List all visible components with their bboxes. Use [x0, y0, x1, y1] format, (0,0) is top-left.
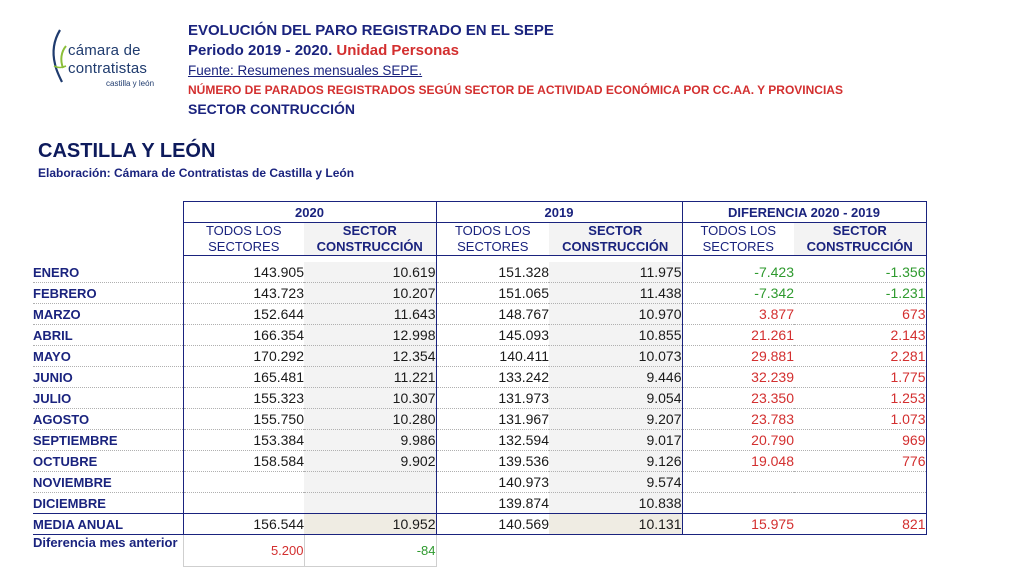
cell-ds: -1.231 [794, 283, 926, 304]
cell-t2020: 170.292 [183, 346, 304, 367]
logo-text-line2: contratistas [68, 60, 148, 77]
report-title: EVOLUCIÓN DEL PARO REGISTRADO EN EL SEPE [188, 22, 554, 39]
row-label: MARZO [33, 304, 183, 325]
row-label: FEBRERO [33, 283, 183, 304]
cell-dt [682, 493, 794, 514]
sector-title: SECTOR CONTRUCCIÓN [188, 101, 355, 117]
media-cell-dt: 15.975 [682, 514, 794, 535]
media-cell-t2020: 156.544 [183, 514, 304, 535]
table-row [33, 388, 926, 409]
cell-t2020: 153.384 [183, 430, 304, 451]
cell-dt: 3.877 [682, 304, 794, 325]
row-label: AGOSTO [33, 409, 183, 430]
media-cell-s2020: 10.952 [304, 514, 436, 535]
table-row [33, 430, 926, 451]
table-row [33, 304, 926, 325]
cell-t2019: 132.594 [436, 430, 549, 451]
table-row [33, 262, 926, 283]
cell-s2020: 10.619 [304, 262, 436, 283]
table-row [33, 472, 926, 493]
cell-s2019: 10.970 [549, 304, 682, 325]
row-label: MAYO [33, 346, 183, 367]
row-label: DICIEMBRE [33, 493, 183, 514]
cell-t2020: 165.481 [183, 367, 304, 388]
table-body [33, 256, 926, 567]
col-header-sector-dif: SECTOR CONSTRUCCIÓN [794, 223, 926, 256]
report-period [188, 42, 459, 59]
diferencia-cell-s2020: -84 [304, 535, 436, 567]
cell-t2020 [183, 493, 304, 514]
cell-ds: -1.356 [794, 262, 926, 283]
data-table [33, 201, 927, 567]
region-title: CASTILLA Y LEÓN [38, 140, 216, 162]
cell-t2019: 131.967 [436, 409, 549, 430]
report-description: NÚMERO DE PARADOS REGISTRADOS SEGÚN SECTOR DE ACTIVIDAD ECONÓMICA POR CC.AA. Y PROVINCIAS [188, 83, 843, 97]
cell-s2020: 11.221 [304, 367, 436, 388]
cell-t2020: 143.723 [183, 283, 304, 304]
elaboration-credit: Elaboración: Cámara de Contratistas de Castilla y León [38, 166, 355, 180]
media-cell-s2019: 10.131 [549, 514, 682, 535]
cell-s2020: 9.902 [304, 451, 436, 472]
cell-s2019: 9.017 [549, 430, 682, 451]
cell-ds: 969 [794, 430, 926, 451]
col-header-sector-2019: SECTOR CONSTRUCCIÓN [549, 223, 682, 256]
table-row [33, 325, 926, 346]
cell-ds: 673 [794, 304, 926, 325]
cell-dt: 32.239 [682, 367, 794, 388]
cell-t2020: 158.584 [183, 451, 304, 472]
row-label: MEDIA ANUAL [33, 514, 183, 535]
cell-dt: 29.881 [682, 346, 794, 367]
cell-s2019: 9.574 [549, 472, 682, 493]
cell-s2019: 9.207 [549, 409, 682, 430]
cell-s2019: 9.446 [549, 367, 682, 388]
cell-t2019: 140.973 [436, 472, 549, 493]
cell-dt: 20.790 [682, 430, 794, 451]
cell-s2020 [304, 472, 436, 493]
col-header-todos-2019: TODOS LOS SECTORES [436, 223, 549, 256]
cell-s2019: 10.073 [549, 346, 682, 367]
media-cell-ds: 821 [794, 514, 926, 535]
source-link[interactable]: Fuente: Resumenes mensuales SEPE. [188, 63, 423, 78]
cell-s2020: 10.280 [304, 409, 436, 430]
row-label: ABRIL [33, 325, 183, 346]
cell-t2019: 140.411 [436, 346, 549, 367]
cell-s2019: 10.838 [549, 493, 682, 514]
media-cell-t2019: 140.569 [436, 514, 549, 535]
cell-s2019: 11.438 [549, 283, 682, 304]
cell-s2020: 9.986 [304, 430, 436, 451]
cell-s2019: 11.975 [549, 262, 682, 283]
cell-ds: 2.281 [794, 346, 926, 367]
col-header-todos-2020: TODOS LOS SECTORES [183, 223, 304, 256]
cell-dt: -7.342 [682, 283, 794, 304]
cell-s2020 [304, 493, 436, 514]
logo-text-line1: cámara de [68, 42, 141, 59]
cell-t2020: 152.644 [183, 304, 304, 325]
cell-ds: 1.073 [794, 409, 926, 430]
row-label: JUNIO [33, 367, 183, 388]
cell-dt: 23.350 [682, 388, 794, 409]
table-row [33, 367, 926, 388]
table-row [33, 283, 926, 304]
cell-t2019: 145.093 [436, 325, 549, 346]
cell-ds [794, 472, 926, 493]
cell-dt: 19.048 [682, 451, 794, 472]
cell-t2019: 139.874 [436, 493, 549, 514]
cell-s2019: 9.126 [549, 451, 682, 472]
row-label: OCTUBRE [33, 451, 183, 472]
media-anual-row [33, 514, 926, 535]
cell-s2020: 11.643 [304, 304, 436, 325]
cell-ds: 1.775 [794, 367, 926, 388]
table-row [33, 451, 926, 472]
cell-t2020: 143.905 [183, 262, 304, 283]
logo [46, 26, 166, 94]
logo-text-line3: castilla y león [106, 79, 155, 88]
diferencia-cell-t2020: 5.200 [183, 535, 304, 567]
col-header-todos-dif: TODOS LOS SECTORES [682, 223, 794, 256]
row-label: ENERO [33, 262, 183, 283]
row-label: JULIO [33, 388, 183, 409]
cell-t2019: 131.973 [436, 388, 549, 409]
cell-ds [794, 493, 926, 514]
cell-s2019: 9.054 [549, 388, 682, 409]
cell-t2020: 155.323 [183, 388, 304, 409]
unit-text: Unidad Personas [336, 42, 459, 59]
table-row [33, 493, 926, 514]
cell-t2019: 151.328 [436, 262, 549, 283]
cell-ds: 1.253 [794, 388, 926, 409]
cell-t2020: 166.354 [183, 325, 304, 346]
row-label: SEPTIEMBRE [33, 430, 183, 451]
cell-t2019: 148.767 [436, 304, 549, 325]
cell-ds: 776 [794, 451, 926, 472]
table-row [33, 409, 926, 430]
group-header-2019: 2019 [436, 202, 682, 223]
cell-t2020: 155.750 [183, 409, 304, 430]
cell-t2020 [183, 472, 304, 493]
cell-s2020: 10.207 [304, 283, 436, 304]
cell-t2019: 139.536 [436, 451, 549, 472]
cell-dt: 21.261 [682, 325, 794, 346]
cell-t2019: 151.065 [436, 283, 549, 304]
cell-t2019: 133.242 [436, 367, 549, 388]
period-text: Periodo 2019 - 2020. [188, 42, 333, 59]
cell-dt: -7.423 [682, 262, 794, 283]
col-header-sector-2020: SECTOR CONSTRUCCIÓN [304, 223, 436, 256]
cell-dt: 23.783 [682, 409, 794, 430]
group-header-diferencia: DIFERENCIA 2020 - 2019 [682, 202, 926, 223]
cell-ds: 2.143 [794, 325, 926, 346]
row-label: Diferencia mes anterior [33, 535, 178, 550]
cell-s2019: 10.855 [549, 325, 682, 346]
diferencia-row [33, 535, 926, 567]
cell-dt [682, 472, 794, 493]
cell-s2020: 10.307 [304, 388, 436, 409]
cell-s2020: 12.998 [304, 325, 436, 346]
table-row [33, 346, 926, 367]
cell-s2020: 12.354 [304, 346, 436, 367]
group-header-2020: 2020 [183, 202, 436, 223]
row-label: NOVIEMBRE [33, 472, 183, 493]
